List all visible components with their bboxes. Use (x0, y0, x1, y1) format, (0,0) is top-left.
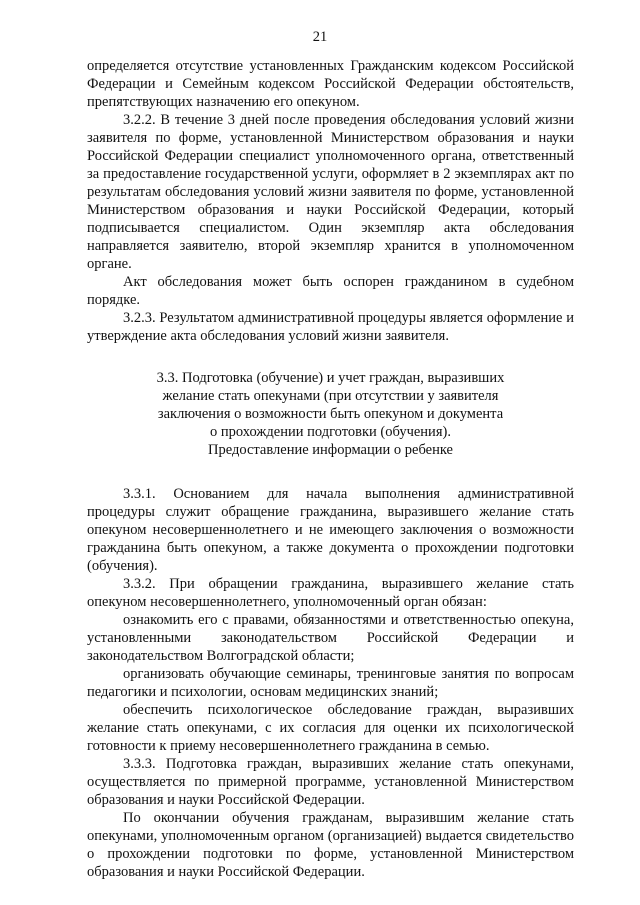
section-heading-3-3 (87, 369, 574, 459)
paragraph-3-2-3: 3.2.3. Результатом административной процедуры является оформление и утверждение акта обследования условий жизни заявителя. (87, 310, 574, 344)
paragraph-appeal: Акт обследования может быть оспорен гражданином в судебном порядке. (87, 274, 574, 308)
paragraph-duty-psychology: обеспечить психологическое обследование граждан, выразивших желание стать опекунами, с их согласия для оценки их психологической готовности к приему несовершеннолетнего гражданина в семью. (87, 702, 574, 754)
paragraph-3-3-2: 3.3.2. При обращении гражданина, выразившего желание стать опекуном несовершеннолетнего, уполномоченный орган обязан: (87, 576, 574, 610)
paragraph-3-2-2: 3.2.2. В течение 3 дней после проведения обследования условий жизни заявителя по форме, установленной Министерством образования и науки Российской Федерации специалист уполномоченного органа, ответственный за предоставление государственной услуги, оформляет в 2 экземплярах акт по результатам обследования условий жизни заявителя по форме, установленной Министерством образования и науки Российской Федерации, который подписывается специалистом. Один экземпляр акта обследования направляется заявителю, второй экземпляр хранится в уполномоченном органе. (87, 112, 574, 272)
heading-line: заключения о возможности быть опекуном и документа (157, 406, 504, 422)
paragraph-duty-seminars: организовать обучающие семинары, тренинговые занятия по вопросам педагогики и психологии, основам медицинских знаний; (87, 666, 574, 700)
paragraph-continuation: определяется отсутствие установленных Гражданским кодексом Российской Федерации и Семейным кодексом Российской Федерации обстоятельств, препятствующих назначению его опекуном. (87, 58, 574, 110)
paragraph-duty-inform: ознакомить его с правами, обязанностями и ответственностью опекуна, установленными законодательством Российской Федерации и законодательством Волгоградской области; (87, 612, 574, 664)
paragraph-3-3-1: 3.3.1. Основанием для начала выполнения административной процедуры служит обращение гражданина, выразившего желание стать опекуном несовершеннолетнего и не имеющего заключения о возможности гражданина быть опекуном, а также документа о прохождении подготовки (обучения). (87, 486, 574, 574)
page-number: 21 (312, 29, 328, 45)
document-body (87, 57, 574, 881)
heading-line: Предоставление информации о ребенке (208, 442, 453, 458)
heading-line: 3.3. Подготовка (обучение) и учет граждан, выразивших (156, 370, 505, 386)
paragraph-certificate: По окончании обучения гражданам, выразившим желание стать опекунами, уполномоченным органом (организацией) выдается свидетельство о прохождении подготовки по форме, установленной Министерством образования и науки Российской Федерации. (87, 810, 574, 880)
paragraph-3-3-3: 3.3.3. Подготовка граждан, выразивших желание стать опекунами, осуществляется по примерной программе, установленной Министерством образования и науки Российской Федерации. (87, 756, 574, 808)
heading-line: желание стать опекунами (при отсутствии у заявителя (162, 388, 499, 404)
heading-line: о прохождении подготовки (обучения). (210, 424, 451, 440)
